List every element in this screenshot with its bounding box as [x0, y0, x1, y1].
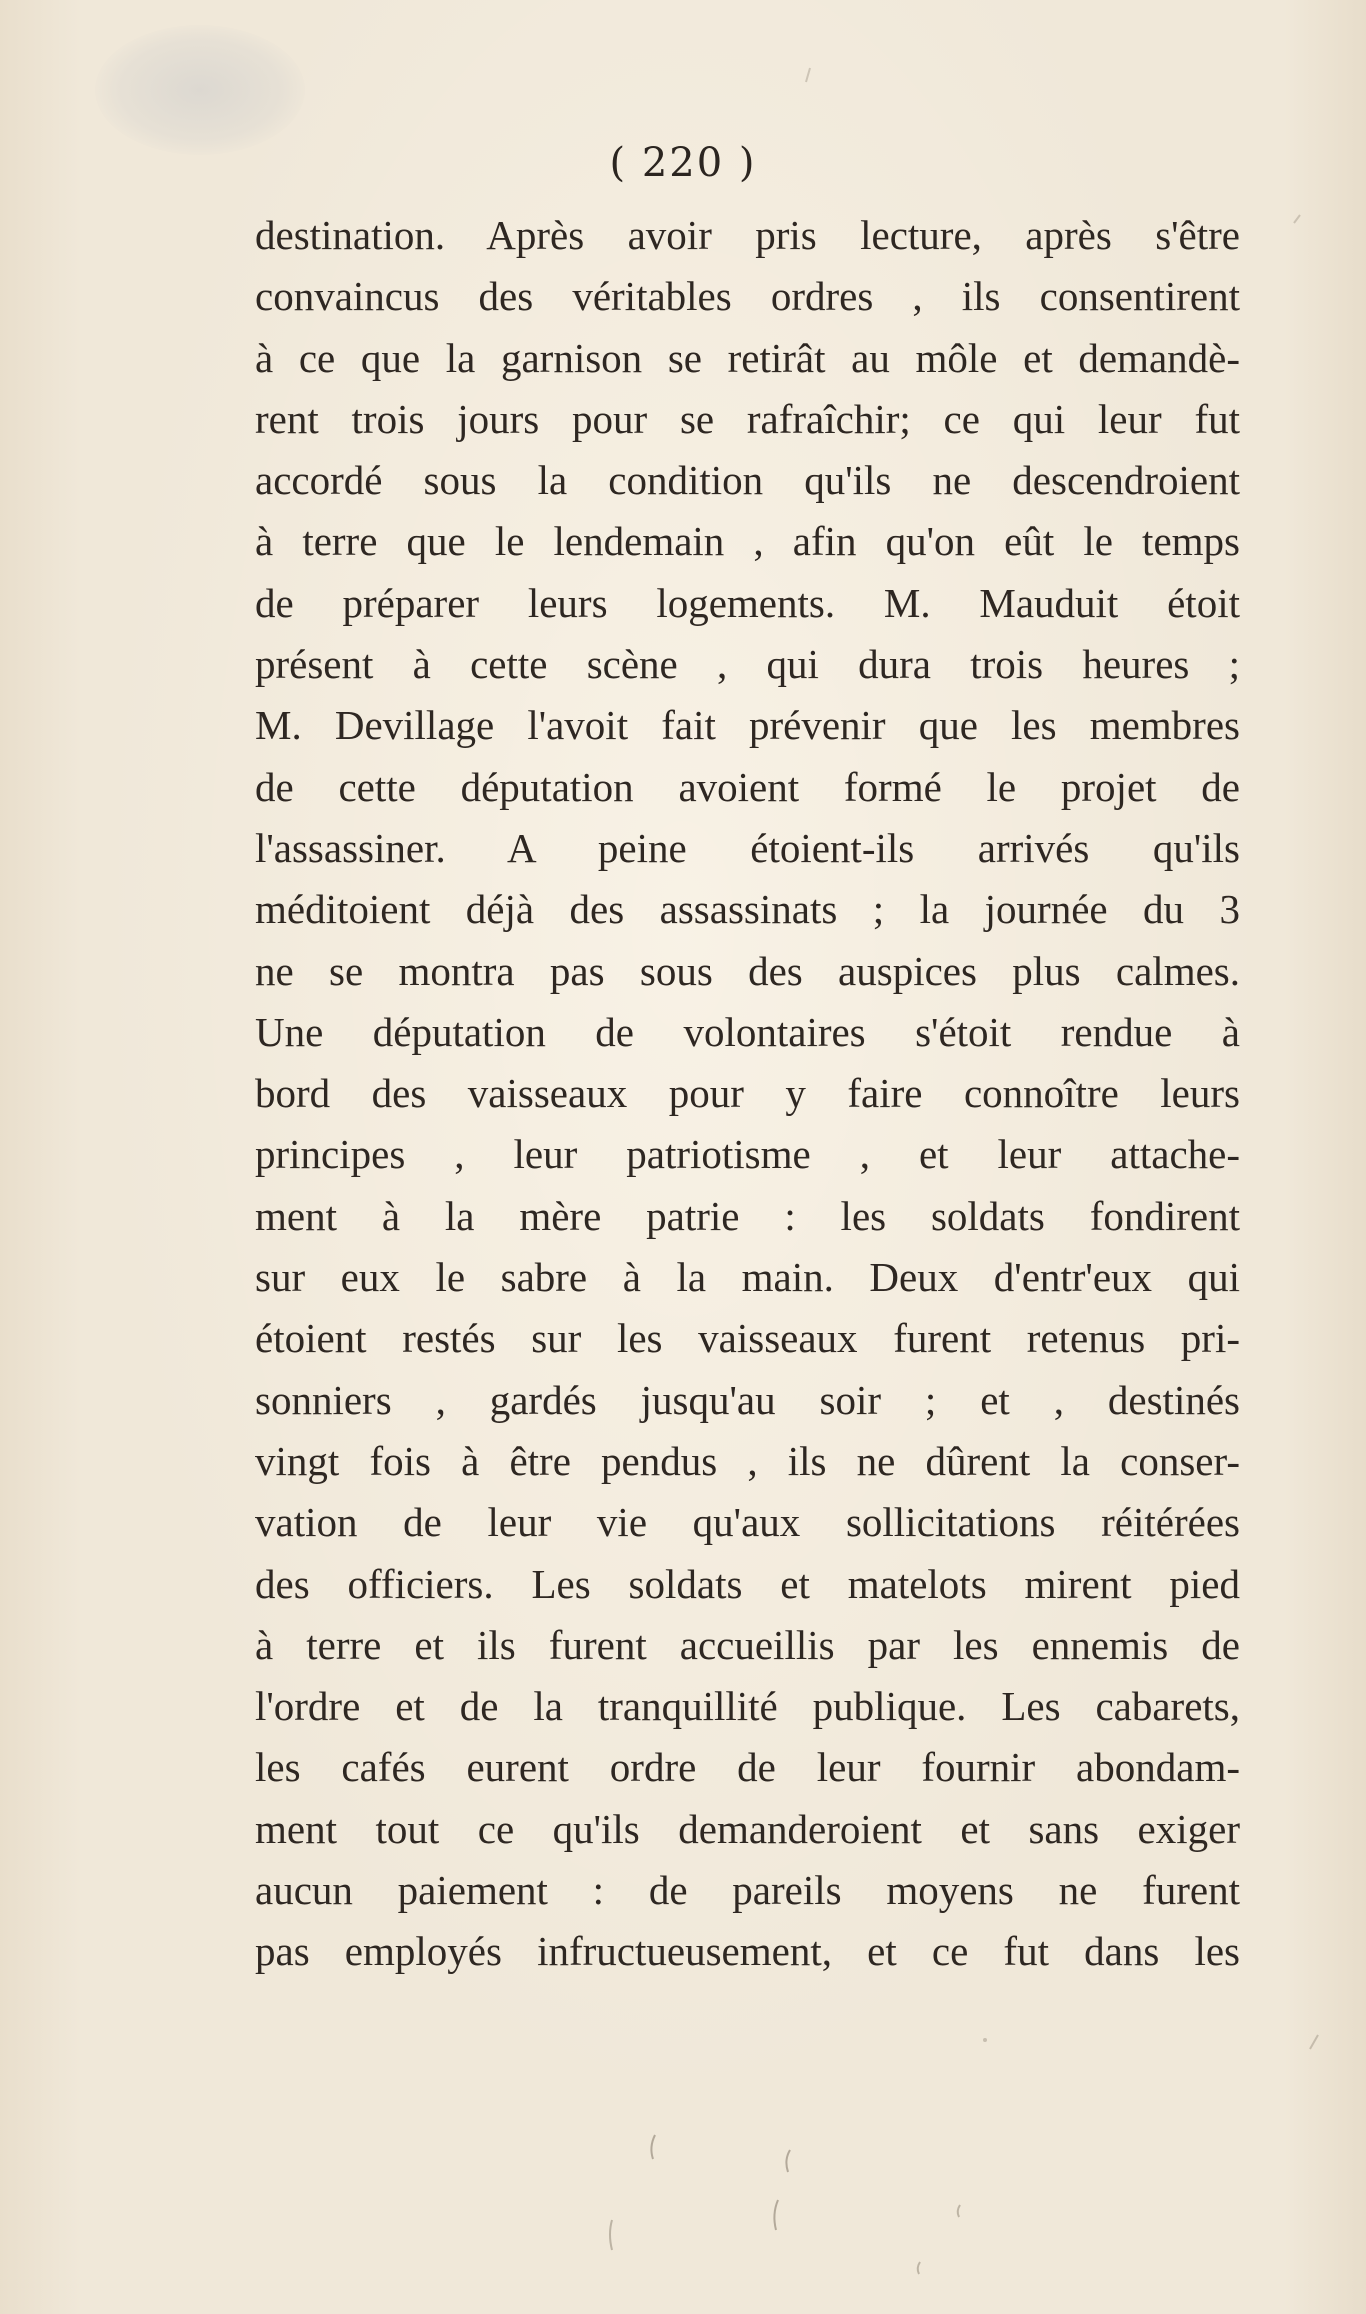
text-line: vation de leur vie qu'aux sollicitations réitérées	[255, 1499, 1240, 1546]
text-line: convaincus des véritables ordres , ils consentirent	[255, 273, 1240, 320]
text-line: bord des vaisseaux pour y faire connoître leurs	[255, 1070, 1240, 1117]
text-line: les cafés eurent ordre de leur fournir abondam-	[255, 1744, 1240, 1791]
text-line: de préparer leurs logements. M. Mauduit étoit	[255, 579, 1240, 626]
text-line: à terre que le lendemain , afin qu'on eût le temps	[255, 518, 1240, 565]
text-line: ne se montra pas sous des auspices plus calmes.	[255, 947, 1240, 994]
text-line: sur eux le sabre à la main. Deux d'entr'eux qui	[255, 1254, 1240, 1301]
text-line: étoient restés sur les vaisseaux furent retenus pri-	[255, 1315, 1240, 1362]
text-line: principes , leur patriotisme , et leur attache-	[255, 1131, 1240, 1178]
body-text	[255, 205, 1240, 1983]
text-line: sonniers , gardés jusqu'au soir ; et , destinés	[255, 1376, 1240, 1423]
text-line: rent trois jours pour se rafraîchir; ce qui leur fut	[255, 395, 1240, 442]
text-line: l'assassiner. A peine étoient-ils arrivés qu'ils	[255, 824, 1240, 871]
text-line: destination. Après avoir pris lecture, après s'être	[255, 212, 1240, 258]
text-line: présent à cette scène , qui dura trois heures ;	[255, 641, 1240, 688]
text-line: vingt fois à être pendus , ils ne dûrent la conser-	[255, 1437, 1240, 1484]
library-stamp	[95, 25, 305, 155]
text-line: à ce que la garnison se retirât au môle et demandè-	[255, 334, 1240, 381]
text-line: de cette députation avoient formé le projet de	[255, 763, 1240, 810]
text-line: Une députation de volontaires s'étoit rendue à	[255, 1008, 1240, 1055]
text-line: M. Devillage l'avoit fait prévenir que les membres	[255, 702, 1240, 749]
text-line: l'ordre et de la tranquillité publique. Les cabarets,	[255, 1683, 1240, 1730]
text-line: accordé sous la condition qu'ils ne descendroient	[255, 457, 1240, 504]
text-line: ment à la mère patrie : les soldats fondirent	[255, 1192, 1240, 1239]
text-line: à terre et ils furent accueillis par les ennemis de	[255, 1621, 1240, 1668]
text-line: aucun paiement : de pareils moyens ne furent	[255, 1867, 1240, 1914]
page-number: ( 220 )	[609, 140, 757, 186]
text-line: pas employés infructueusement, et ce fut dans les	[255, 1928, 1240, 1975]
text-line: méditoient déjà des assassinats ; la journée du 3	[255, 886, 1240, 933]
text-line: des officiers. Les soldats et matelots mirent pied	[255, 1560, 1240, 1607]
text-line: ment tout ce qu'ils demanderoient et sans exiger	[255, 1805, 1240, 1852]
